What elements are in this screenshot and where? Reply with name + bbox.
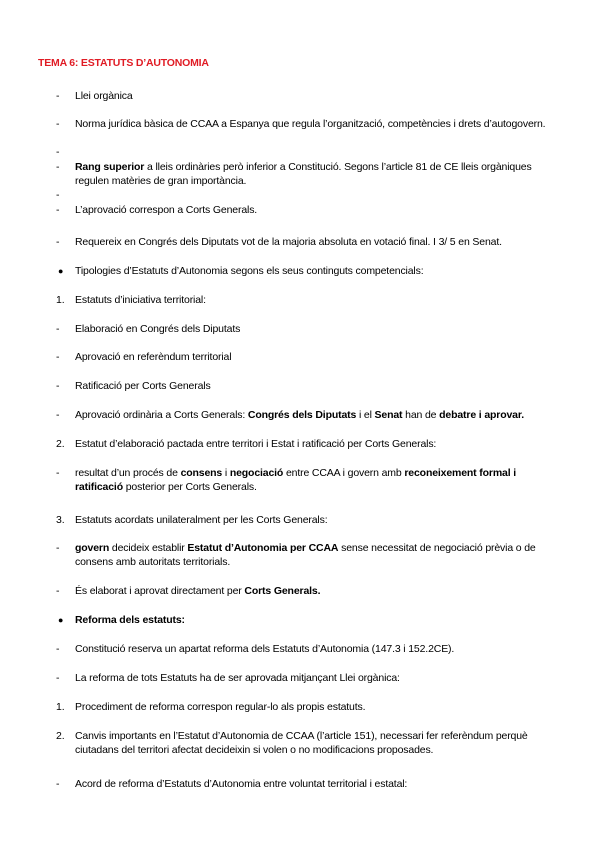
text-segment: Estatuts d’iniciativa territorial: (75, 294, 206, 306)
text-segment: La reforma de tots Estatuts ha de ser aprovada mitjançant Llei orgànica: (75, 672, 400, 684)
list-item-text (75, 322, 565, 336)
list-item-text (75, 541, 565, 569)
bold-text: debatre i aprovar. (439, 409, 524, 421)
list-item-text (75, 203, 565, 217)
bold-text: negociació (229, 467, 284, 479)
text-segment: Llei orgànica (75, 90, 133, 102)
text-segment: i el (356, 409, 375, 421)
list-item-text (75, 671, 565, 685)
text-segment: Elaboració en Congrés dels Diputats (75, 323, 241, 335)
list-item-text (75, 513, 565, 527)
bold-text: Corts Generals. (244, 585, 321, 597)
bold-text: consens (180, 467, 223, 479)
text-segment: posterior per Corts Generals. (122, 481, 257, 493)
list-marker: - (56, 204, 60, 216)
text-segment: Norma jurídica bàsica de CCAA a Espanya que regula l’organització, competències i drets d’autogovern. (75, 118, 546, 130)
list-marker: - (56, 643, 60, 655)
text-segment: i (222, 467, 230, 479)
list-marker: 2. (56, 730, 65, 742)
list-marker: ● (58, 266, 64, 276)
list-marker: - (56, 90, 60, 102)
list-marker: - (56, 672, 60, 684)
list-marker: - (56, 467, 60, 479)
text-segment: entre CCAA i govern amb (283, 467, 405, 479)
bold-text: reconeixement formal i ratificació (75, 467, 517, 493)
list-marker: - (56, 585, 60, 597)
list-marker: - (56, 778, 60, 790)
bold-text: Rang superior (75, 161, 145, 173)
list-item-text (75, 437, 565, 451)
text-segment: Estatut d’elaboració pactada entre territori i Estat i ratificació per Corts Generals: (75, 438, 437, 450)
document-title: TEMA 6: ESTATUTS D’AUTONOMIA (38, 57, 209, 69)
list-marker: - (56, 409, 60, 421)
list-item-text (75, 584, 565, 598)
list-marker: - (56, 542, 60, 554)
list-marker: - (56, 351, 60, 363)
text-segment: han de (402, 409, 440, 421)
list-marker: - (56, 380, 60, 392)
list-marker: 1. (56, 294, 65, 306)
text-segment: Requereix en Congrés dels Diputats vot de la majoria absoluta en votació final. I 3/ 5 en Senat. (75, 236, 502, 248)
text-segment: Estatuts acordats unilateralment per les Corts Generals: (75, 514, 328, 526)
bold-text: govern (75, 542, 110, 554)
list-item-text (75, 160, 565, 188)
list-marker: - (56, 118, 60, 130)
bold-text: Estatut d’Autonomia per CCAA (187, 542, 339, 554)
list-marker: - (56, 236, 60, 248)
text-segment: Acord de reforma d’Estatuts d’Autonomia entre voluntat territorial i estatal: (75, 778, 408, 790)
list-item-text (75, 89, 565, 103)
text-segment: Ratificació per Corts Generals (75, 380, 211, 392)
list-marker: 1. (56, 701, 65, 713)
list-item-text (75, 466, 565, 494)
list-item-text (75, 613, 565, 627)
text-segment: És elaborat i aprovat directament per (75, 585, 245, 597)
bold-text: Congrés dels Diputats (247, 409, 357, 421)
text-segment: Aprovació en referèndum territorial (75, 351, 232, 363)
text-segment: a lleis ordinàries però inferior a Constitució. Segons l’article 81 de CE lleis orgàniques regulen matèries de gran importància. (75, 161, 532, 187)
bold-text: Reforma dels estatuts: (75, 614, 185, 626)
list-marker: - (56, 323, 60, 335)
list-item-text (75, 293, 565, 307)
list-item-text (75, 729, 565, 757)
list-marker: 3. (56, 514, 65, 526)
list-item-text (75, 350, 565, 364)
text-segment: decideix establir (109, 542, 188, 554)
list-item-text (75, 379, 565, 393)
list-marker: - (56, 161, 60, 173)
text-segment: Aprovació ordinària a Corts Generals: (75, 409, 248, 421)
text-segment: resultat d’un procés de (75, 467, 181, 479)
text-segment: Procediment de reforma correspon regular-lo als propis estatuts. (75, 701, 366, 713)
list-item-text (75, 408, 565, 422)
text-segment: Canvis importants en l’Estatut d’Autonomia de CCAA (l’article 151), necessari fer referèndum perquè ciutadans del territori afectat decideixin si volen o no modificacions proposades. (75, 730, 528, 756)
text-segment: Tipologies d’Estatuts d’Autonomia segons els seus continguts competencials: (75, 265, 424, 277)
list-marker: ● (58, 615, 64, 625)
list-item-text (75, 117, 565, 131)
list-item-text (75, 777, 565, 791)
list-item-text (75, 642, 565, 656)
list-item-text (75, 235, 565, 249)
text-segment: sense necessitat de negociació prèvia o de consens amb autoritats territorials. (75, 542, 536, 568)
list-marker: 2. (56, 438, 65, 450)
bold-text: Senat (374, 409, 403, 421)
text-segment: Constitució reserva un apartat reforma dels Estatuts d’Autonomia (147.3 i 152.2CE). (75, 643, 455, 655)
list-marker: - (56, 146, 60, 158)
list-item-text (75, 700, 565, 714)
text-segment: L’aprovació correspon a Corts Generals. (75, 204, 258, 216)
list-item-text (75, 264, 565, 278)
list-marker: - (56, 189, 60, 201)
